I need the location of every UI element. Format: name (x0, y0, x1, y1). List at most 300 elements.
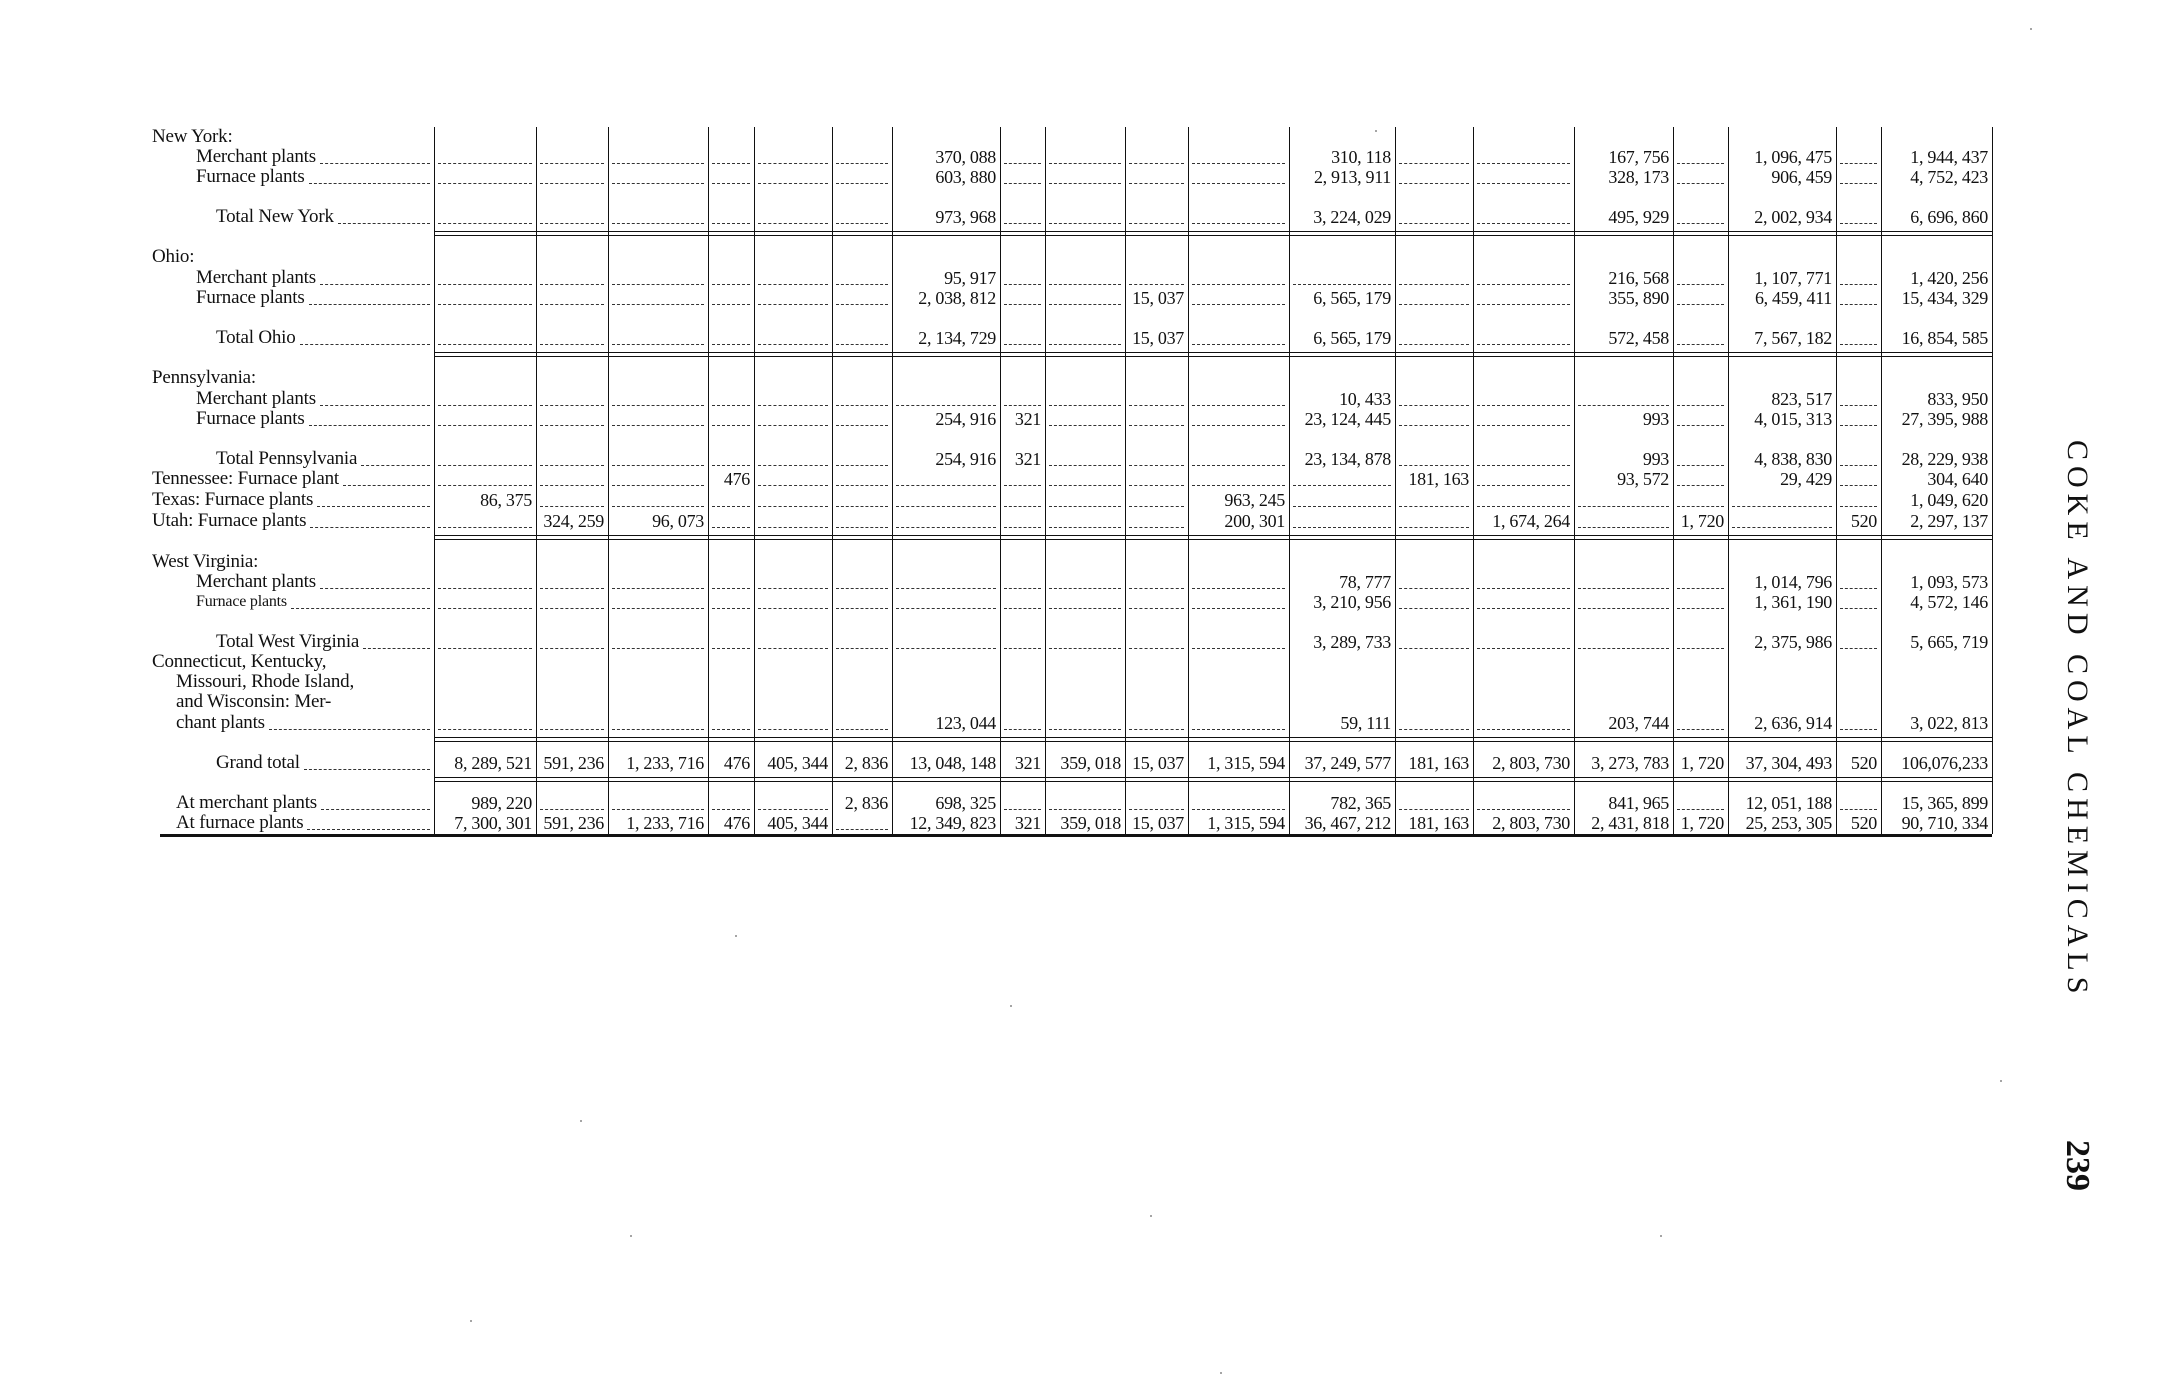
empty-cell-dashes (1192, 223, 1285, 224)
empty-cell-dashes (1004, 405, 1041, 406)
empty-cell-dashes (758, 588, 828, 589)
empty-cell-dashes (836, 405, 888, 406)
table-cell: 1, 315, 594 (1207, 813, 1285, 833)
empty-cell-dashes (612, 183, 704, 184)
row-label: Utah: Furnace plants (152, 511, 307, 531)
empty-cell-dashes (438, 485, 532, 486)
table-cell: 1, 315, 594 (1207, 753, 1285, 773)
empty-cell-dashes (1004, 527, 1041, 528)
row-label: Total New York (216, 207, 334, 227)
table-cell: 86, 375 (480, 490, 532, 510)
empty-cell-dashes (1192, 465, 1285, 466)
table-cell: 181, 163 (1408, 813, 1469, 833)
empty-cell-dashes (1049, 648, 1121, 649)
empty-cell-dashes (1129, 527, 1184, 528)
column-rule (754, 127, 755, 834)
row-group-label: West Virginia: (152, 552, 259, 572)
table-cell: 3, 022, 813 (1910, 713, 1988, 733)
row-group-label: Missouri, Rhode Island, (176, 672, 355, 692)
empty-cell-dashes (1399, 425, 1469, 426)
empty-cell-dashes (1004, 809, 1041, 810)
table-cell: 23, 134, 878 (1304, 449, 1391, 469)
empty-cell-dashes (758, 304, 828, 305)
empty-cell-dashes (1129, 648, 1184, 649)
table-cell: 7, 300, 301 (454, 813, 532, 833)
empty-cell-dashes (1192, 485, 1285, 486)
empty-cell-dashes (836, 163, 888, 164)
table-cell: 15, 037 (1132, 753, 1184, 773)
empty-cell-dashes (1840, 304, 1877, 305)
empty-cell-dashes (1049, 304, 1121, 305)
empty-cell-dashes (1192, 729, 1285, 730)
empty-cell-dashes (1129, 465, 1184, 466)
table-cell: 2, 913, 911 (1313, 167, 1391, 187)
empty-cell-dashes (836, 506, 888, 507)
table-cell: 841, 965 (1608, 793, 1669, 813)
empty-cell-dashes (1399, 183, 1469, 184)
section-rule (434, 352, 1992, 353)
scan-speck (1010, 1005, 1012, 1007)
empty-cell-dashes (1399, 405, 1469, 406)
table-cell: 2, 836 (844, 793, 888, 813)
table-cell: 321 (1014, 813, 1041, 833)
empty-cell-dashes (836, 729, 888, 730)
running-head: COKE AND COAL CHEMICALS (2061, 440, 2094, 1000)
column-rule (1045, 127, 1046, 834)
empty-cell-dashes (836, 344, 888, 345)
empty-cell-dashes (1129, 163, 1184, 164)
empty-cell-dashes (1477, 163, 1570, 164)
empty-cell-dashes (1477, 284, 1570, 285)
empty-cell-dashes (540, 588, 604, 589)
empty-cell-dashes (712, 425, 750, 426)
empty-cell-dashes (1677, 425, 1724, 426)
empty-cell-dashes (1677, 304, 1724, 305)
leader-dots (343, 485, 430, 486)
empty-cell-dashes (438, 588, 532, 589)
table-cell: 23, 124, 445 (1304, 409, 1391, 429)
empty-cell-dashes (540, 506, 604, 507)
empty-cell-dashes (540, 465, 604, 466)
empty-cell-dashes (1477, 344, 1570, 345)
empty-cell-dashes (1840, 223, 1877, 224)
table-cell: 10, 433 (1339, 389, 1391, 409)
table-cell: 476 (723, 753, 750, 773)
empty-cell-dashes (1049, 608, 1121, 609)
empty-cell-dashes (1293, 485, 1391, 486)
empty-cell-dashes (836, 608, 888, 609)
empty-cell-dashes (1677, 344, 1724, 345)
empty-cell-dashes (612, 284, 704, 285)
table-cell: 963, 245 (1224, 490, 1285, 510)
table-cell: 591, 236 (543, 813, 604, 833)
empty-cell-dashes (1192, 405, 1285, 406)
empty-cell-dashes (612, 729, 704, 730)
empty-cell-dashes (540, 608, 604, 609)
table-cell: 3, 289, 733 (1313, 632, 1391, 652)
empty-cell-dashes (540, 344, 604, 345)
table-cell: 1, 720 (1680, 813, 1724, 833)
empty-cell-dashes (1677, 608, 1724, 609)
empty-cell-dashes (1477, 304, 1570, 305)
leader-dots (300, 344, 430, 345)
leader-dots (320, 163, 430, 164)
empty-cell-dashes (438, 284, 532, 285)
table-cell: 603, 880 (935, 167, 996, 187)
leader-dots (338, 223, 430, 224)
scan-speck (1220, 1372, 1222, 1374)
empty-cell-dashes (1004, 183, 1041, 184)
empty-cell-dashes (1477, 405, 1570, 406)
leader-dots (317, 506, 430, 507)
empty-cell-dashes (1004, 608, 1041, 609)
empty-cell-dashes (712, 183, 750, 184)
empty-cell-dashes (1049, 405, 1121, 406)
section-rule (434, 356, 1992, 357)
table-cell: 200, 301 (1224, 511, 1285, 531)
empty-cell-dashes (1477, 809, 1570, 810)
empty-cell-dashes (1004, 485, 1041, 486)
empty-cell-dashes (758, 608, 828, 609)
empty-cell-dashes (438, 729, 532, 730)
table-cell: 359, 018 (1060, 753, 1121, 773)
empty-cell-dashes (1677, 284, 1724, 285)
empty-cell-dashes (1293, 506, 1391, 507)
table-cell: 591, 236 (543, 753, 604, 773)
table-cell: 254, 916 (935, 409, 996, 429)
empty-cell-dashes (758, 527, 828, 528)
column-rule (1673, 127, 1674, 834)
empty-cell-dashes (612, 648, 704, 649)
empty-cell-dashes (836, 223, 888, 224)
empty-cell-dashes (1840, 648, 1877, 649)
table-cell: 1, 049, 620 (1910, 490, 1988, 510)
empty-cell-dashes (1049, 588, 1121, 589)
empty-cell-dashes (1840, 485, 1877, 486)
table-cell: 181, 163 (1408, 753, 1469, 773)
table-cell: 78, 777 (1339, 572, 1391, 592)
empty-cell-dashes (758, 223, 828, 224)
table-cell: 405, 344 (767, 753, 828, 773)
empty-cell-dashes (1004, 729, 1041, 730)
empty-cell-dashes (1129, 608, 1184, 609)
empty-cell-dashes (1004, 344, 1041, 345)
empty-cell-dashes (1049, 344, 1121, 345)
empty-cell-dashes (1049, 527, 1121, 528)
leader-dots (361, 465, 430, 466)
leader-dots (320, 284, 430, 285)
table-cell: 123, 044 (935, 713, 996, 733)
empty-cell-dashes (438, 163, 532, 164)
table-cell: 993 (1642, 409, 1669, 429)
leader-dots (307, 829, 430, 830)
table-cell: 15, 037 (1132, 328, 1184, 348)
empty-cell-dashes (1477, 588, 1570, 589)
table-cell: 1, 674, 264 (1492, 511, 1570, 531)
empty-cell-dashes (836, 485, 888, 486)
row-label: Total West Virginia (216, 632, 360, 652)
row-group-label: and Wisconsin: Mer- (176, 692, 332, 712)
table-cell: 520 (1850, 753, 1877, 773)
table-cell: 2, 002, 934 (1754, 207, 1832, 227)
empty-cell-dashes (1578, 588, 1669, 589)
table-cell: 27, 395, 988 (1901, 409, 1988, 429)
table-cell: 6, 459, 411 (1754, 288, 1832, 308)
empty-cell-dashes (1477, 729, 1570, 730)
row-group-label: Connecticut, Kentucky, (152, 652, 327, 672)
table-cell: 95, 917 (944, 268, 996, 288)
table-cell: 1, 096, 475 (1754, 147, 1832, 167)
empty-cell-dashes (1677, 648, 1724, 649)
table-cell: 1, 233, 716 (626, 753, 704, 773)
table-cell: 2, 297, 137 (1910, 511, 1988, 531)
empty-cell-dashes (758, 344, 828, 345)
empty-cell-dashes (1399, 506, 1469, 507)
column-rule (832, 127, 833, 834)
table-cell: 15, 434, 329 (1901, 288, 1988, 308)
empty-cell-dashes (1677, 809, 1724, 810)
empty-cell-dashes (612, 465, 704, 466)
empty-cell-dashes (1578, 648, 1669, 649)
empty-cell-dashes (1399, 223, 1469, 224)
table-cell: 698, 325 (935, 793, 996, 813)
leader-dots (309, 304, 430, 305)
empty-cell-dashes (1399, 465, 1469, 466)
empty-cell-dashes (1840, 729, 1877, 730)
empty-cell-dashes (712, 284, 750, 285)
empty-cell-dashes (758, 506, 828, 507)
empty-cell-dashes (612, 344, 704, 345)
empty-cell-dashes (438, 608, 532, 609)
empty-cell-dashes (1399, 588, 1469, 589)
empty-cell-dashes (1049, 425, 1121, 426)
empty-cell-dashes (540, 809, 604, 810)
empty-cell-dashes (1049, 485, 1121, 486)
table-cell: 359, 018 (1060, 813, 1121, 833)
empty-cell-dashes (1677, 183, 1724, 184)
empty-cell-dashes (1677, 405, 1724, 406)
empty-cell-dashes (1192, 809, 1285, 810)
leader-dots (363, 648, 430, 649)
empty-cell-dashes (1049, 809, 1121, 810)
section-rule (434, 741, 1992, 742)
table-cell: 310, 118 (1331, 147, 1391, 167)
empty-cell-dashes (1840, 465, 1877, 466)
table-cell: 1, 233, 716 (626, 813, 704, 833)
empty-cell-dashes (1192, 304, 1285, 305)
empty-cell-dashes (712, 729, 750, 730)
leader-dots (304, 769, 430, 770)
empty-cell-dashes (896, 527, 996, 528)
empty-cell-dashes (438, 405, 532, 406)
table-cell: 989, 220 (471, 793, 532, 813)
empty-cell-dashes (1129, 405, 1184, 406)
empty-cell-dashes (1399, 284, 1469, 285)
empty-cell-dashes (612, 608, 704, 609)
table-cell: 2, 836 (844, 753, 888, 773)
table-cell: 1, 720 (1680, 511, 1724, 531)
table-cell: 993 (1642, 449, 1669, 469)
empty-cell-dashes (896, 485, 996, 486)
empty-cell-dashes (1477, 223, 1570, 224)
empty-cell-dashes (836, 648, 888, 649)
empty-cell-dashes (540, 183, 604, 184)
empty-cell-dashes (1578, 608, 1669, 609)
table-cell: 59, 111 (1340, 713, 1391, 733)
table-cell: 6, 696, 860 (1910, 207, 1988, 227)
leader-dots (320, 405, 430, 406)
row-label: Merchant plants (196, 389, 316, 409)
empty-cell-dashes (1049, 465, 1121, 466)
table-cell: 370, 088 (935, 147, 996, 167)
table-cell: 37, 304, 493 (1745, 753, 1832, 773)
row-group-label: New York: (152, 127, 233, 147)
scan-speck (580, 1120, 582, 1122)
empty-cell-dashes (1399, 344, 1469, 345)
table-cell: 16, 854, 585 (1901, 328, 1988, 348)
empty-cell-dashes (758, 485, 828, 486)
row-label: Tennessee: Furnace plant (152, 469, 339, 489)
table-cell: 37, 249, 577 (1304, 753, 1391, 773)
table-cell: 106,076,233 (1901, 753, 1988, 773)
empty-cell-dashes (1192, 344, 1285, 345)
empty-cell-dashes (1578, 405, 1669, 406)
table-cell: 476 (723, 813, 750, 833)
empty-cell-dashes (612, 485, 704, 486)
empty-cell-dashes (896, 405, 996, 406)
table-cell: 93, 572 (1617, 469, 1669, 489)
empty-cell-dashes (758, 648, 828, 649)
empty-cell-dashes (758, 809, 828, 810)
table-cell: 216, 568 (1608, 268, 1669, 288)
empty-cell-dashes (1840, 405, 1877, 406)
table-cell: 4, 752, 423 (1910, 167, 1988, 187)
empty-cell-dashes (438, 344, 532, 345)
empty-cell-dashes (540, 425, 604, 426)
table-cell: 1, 107, 771 (1754, 268, 1832, 288)
table-cell: 167, 756 (1608, 147, 1669, 167)
empty-cell-dashes (1677, 729, 1724, 730)
table-cell: 6, 565, 179 (1313, 288, 1391, 308)
empty-cell-dashes (1477, 608, 1570, 609)
empty-cell-dashes (1004, 163, 1041, 164)
empty-cell-dashes (712, 648, 750, 649)
empty-cell-dashes (758, 183, 828, 184)
empty-cell-dashes (896, 506, 996, 507)
row-label: Merchant plants (196, 147, 316, 167)
table-cell: 572, 458 (1608, 328, 1669, 348)
empty-cell-dashes (712, 344, 750, 345)
table-cell: 1, 420, 256 (1910, 268, 1988, 288)
empty-cell-dashes (712, 608, 750, 609)
empty-cell-dashes (712, 304, 750, 305)
empty-cell-dashes (540, 304, 604, 305)
empty-cell-dashes (1192, 588, 1285, 589)
row-label: Total Ohio (216, 328, 296, 348)
section-rule (434, 231, 1992, 232)
leader-dots (291, 608, 430, 609)
empty-cell-dashes (712, 588, 750, 589)
empty-cell-dashes (1004, 223, 1041, 224)
empty-cell-dashes (758, 425, 828, 426)
empty-cell-dashes (896, 648, 996, 649)
empty-cell-dashes (1129, 183, 1184, 184)
table-cell: 520 (1850, 511, 1877, 531)
empty-cell-dashes (1049, 223, 1121, 224)
scan-speck (1150, 1215, 1152, 1217)
column-rule (608, 127, 609, 834)
table-cell: 2, 375, 986 (1754, 632, 1832, 652)
table-cell: 823, 517 (1771, 389, 1832, 409)
row-label: Total Pennsylvania (216, 449, 358, 469)
table-cell: 782, 365 (1330, 793, 1391, 813)
empty-cell-dashes (1578, 527, 1669, 528)
table-cell: 3, 224, 029 (1313, 207, 1391, 227)
table-cell: 355, 890 (1608, 288, 1669, 308)
table-cell: 1, 720 (1680, 753, 1724, 773)
scan-speck (470, 1320, 472, 1322)
table-cell: 4, 838, 830 (1754, 449, 1832, 469)
empty-cell-dashes (540, 223, 604, 224)
empty-cell-dashes (1129, 506, 1184, 507)
empty-cell-dashes (540, 405, 604, 406)
row-label: Furnace plants (196, 409, 305, 429)
empty-cell-dashes (1399, 648, 1469, 649)
empty-cell-dashes (438, 223, 532, 224)
row-label: Furnace plants (196, 593, 287, 610)
empty-cell-dashes (1477, 485, 1570, 486)
empty-cell-dashes (1049, 729, 1121, 730)
empty-cell-dashes (1399, 608, 1469, 609)
empty-cell-dashes (438, 425, 532, 426)
page-number: 239 (2059, 1140, 2096, 1191)
empty-cell-dashes (540, 729, 604, 730)
empty-cell-dashes (712, 506, 750, 507)
empty-cell-dashes (896, 588, 996, 589)
empty-cell-dashes (1677, 485, 1724, 486)
table-cell: 2, 431, 818 (1591, 813, 1669, 833)
empty-cell-dashes (1677, 506, 1724, 507)
table-cell: 3, 273, 783 (1591, 753, 1669, 773)
empty-cell-dashes (1840, 608, 1877, 609)
table-cell: 90, 710, 334 (1901, 813, 1988, 833)
empty-cell-dashes (712, 465, 750, 466)
column-rule (1000, 127, 1001, 834)
table-cell: 328, 173 (1608, 167, 1669, 187)
table-cell: 4, 015, 313 (1754, 409, 1832, 429)
section-rule (434, 777, 1992, 778)
column-rule (1992, 127, 1993, 834)
table-cell: 476 (723, 469, 750, 489)
empty-cell-dashes (1840, 506, 1877, 507)
section-rule (434, 539, 1992, 540)
table-cell: 321 (1014, 449, 1041, 469)
empty-cell-dashes (1293, 284, 1391, 285)
empty-cell-dashes (1129, 809, 1184, 810)
empty-cell-dashes (1399, 163, 1469, 164)
table-cell: 12, 051, 188 (1745, 793, 1832, 813)
column-rule (434, 127, 435, 834)
empty-cell-dashes (836, 465, 888, 466)
empty-cell-dashes (1677, 588, 1724, 589)
table-cell: 29, 429 (1780, 469, 1832, 489)
empty-cell-dashes (1677, 223, 1724, 224)
table-cell: 1, 014, 796 (1754, 572, 1832, 592)
leader-dots (310, 527, 430, 528)
empty-cell-dashes (1129, 729, 1184, 730)
empty-cell-dashes (1732, 527, 1832, 528)
empty-cell-dashes (1677, 163, 1724, 164)
